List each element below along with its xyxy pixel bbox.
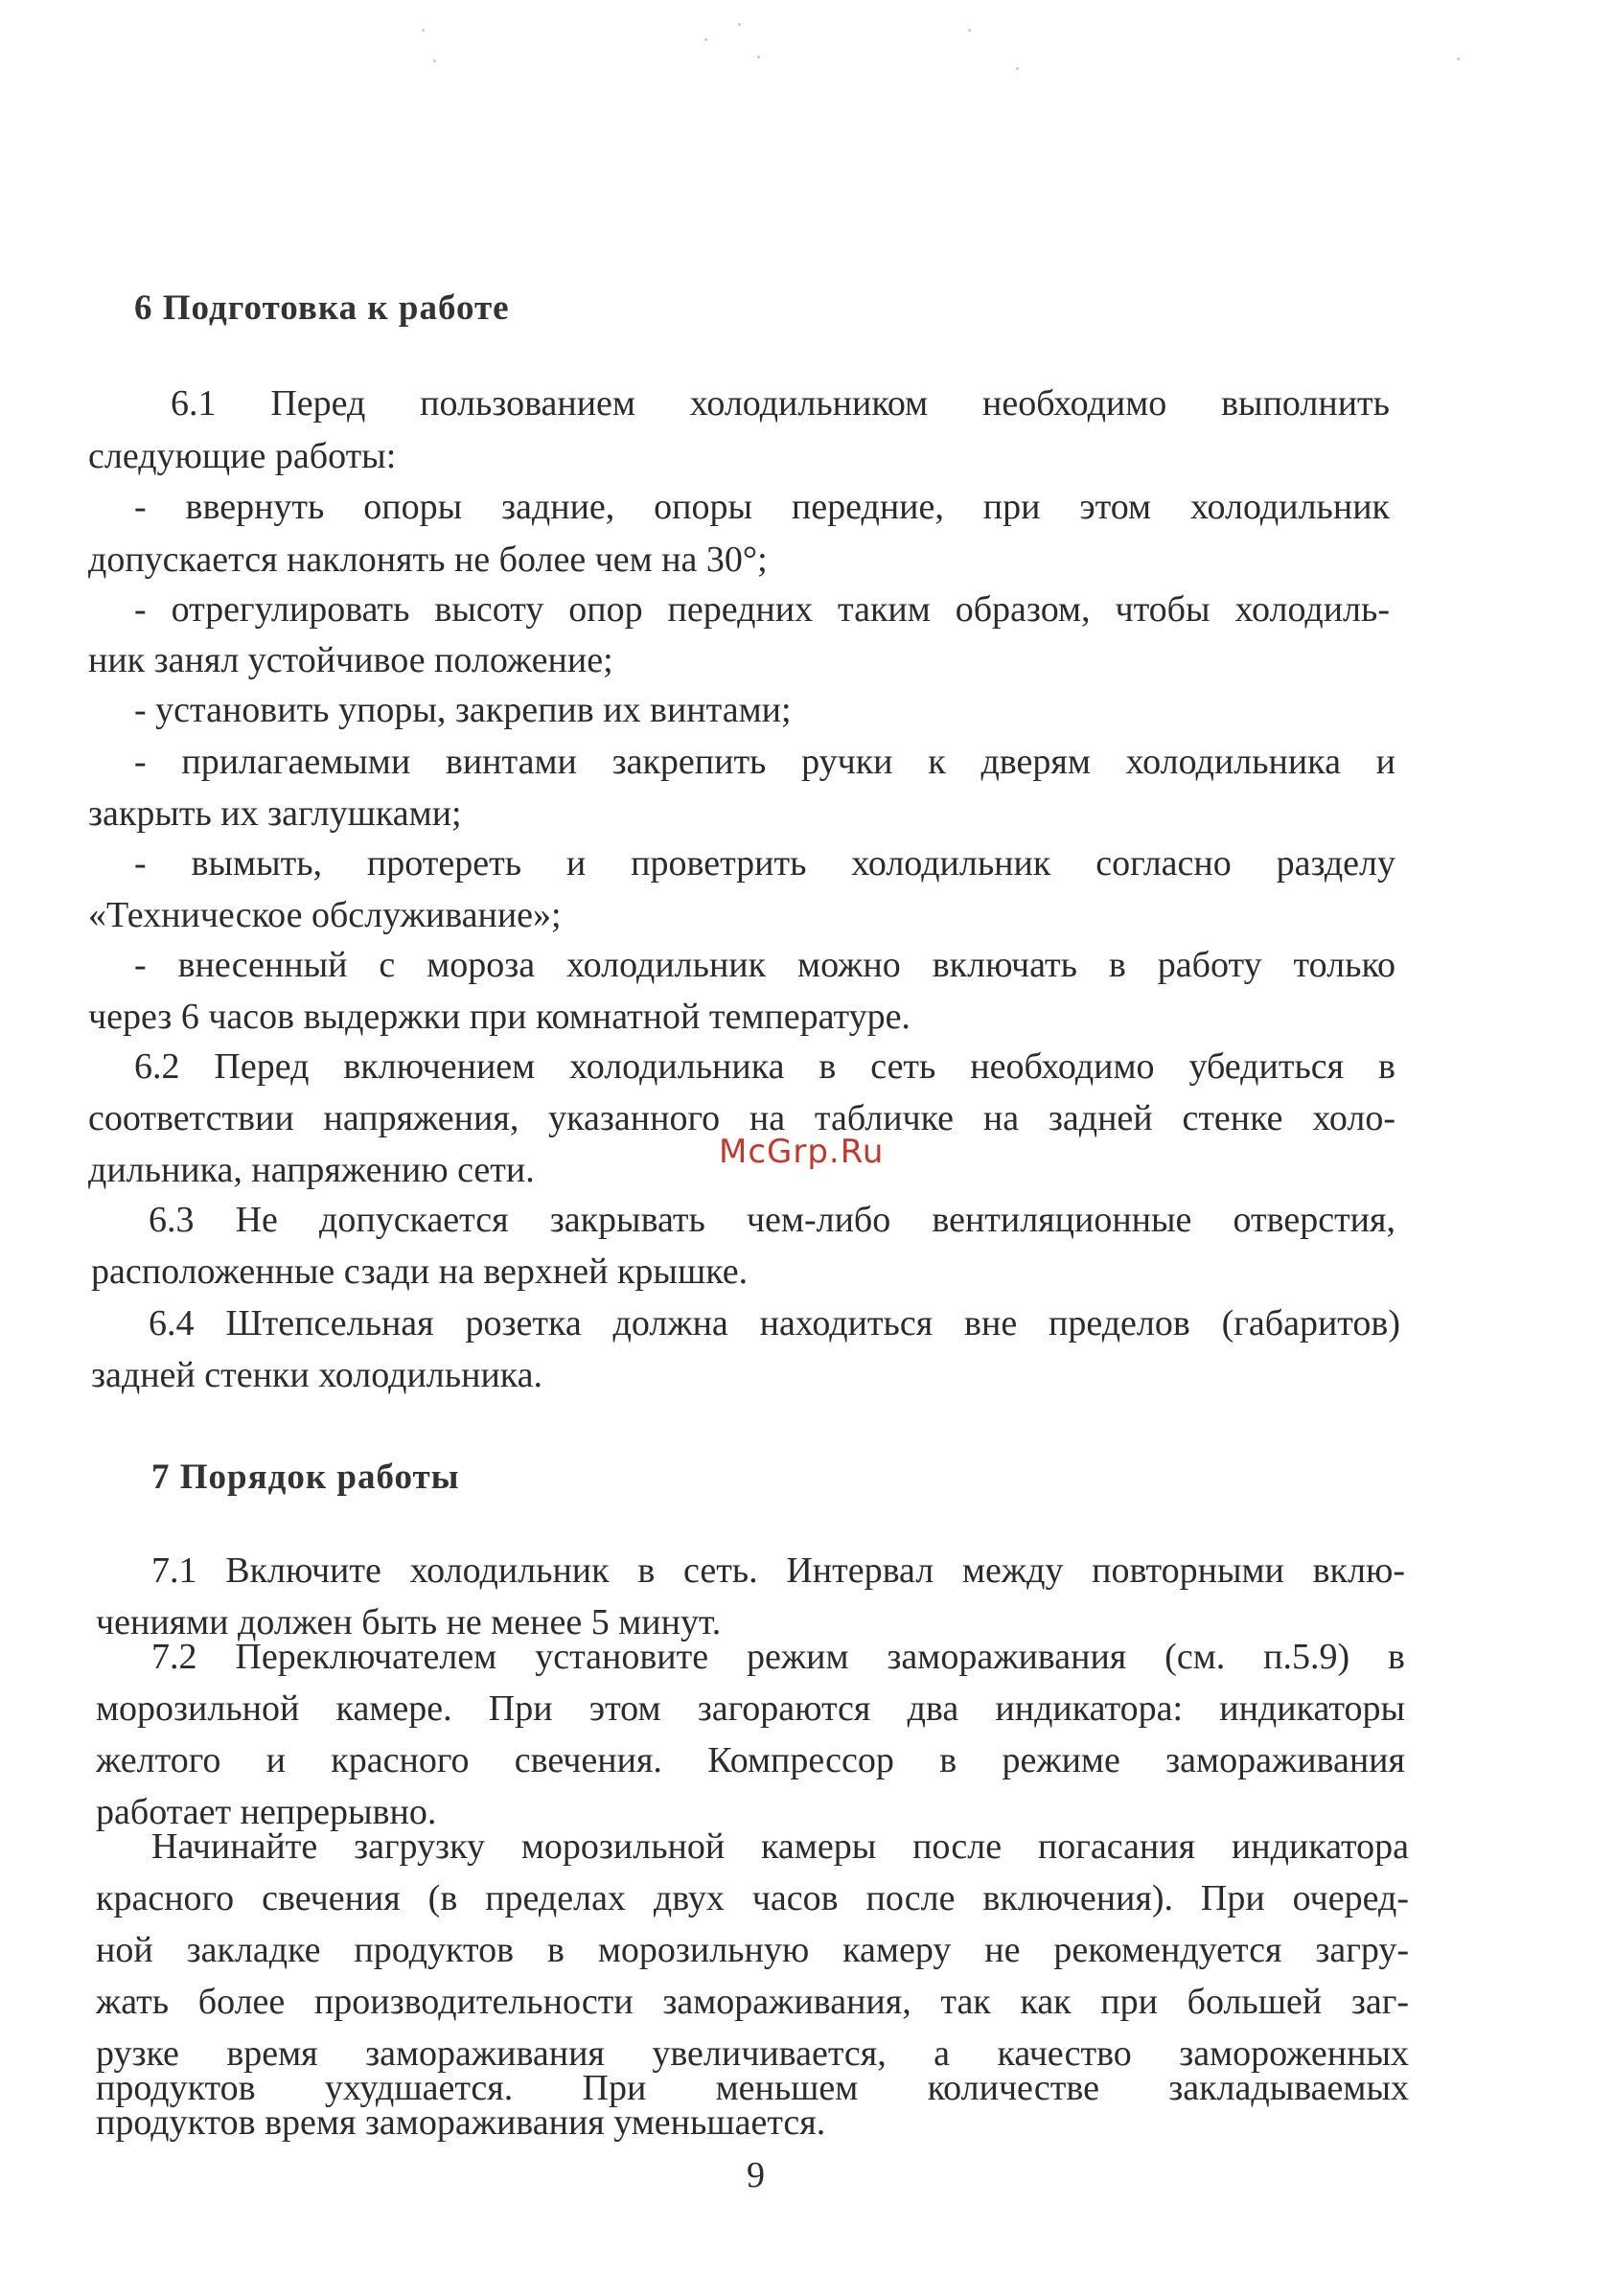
section-6-line-1: 6.1 Перед пользованием холодильником необходимо выполнить <box>171 385 1390 424</box>
section-6-line-16: дильника, напряжению сети. <box>88 1150 535 1190</box>
section-7-heading: 7 Порядок работы <box>151 1458 460 1497</box>
section-6-line-12: - внесенный с мороза холодильник можно включать в работу только <box>134 947 1395 985</box>
scan-speckle <box>433 59 436 62</box>
section-6-line-8: - прилагаемыми винтами закрепить ручки к дверям холодильника и <box>134 744 1395 782</box>
section-7-line-12: продуктов ухудшается. При меньшем количестве закладываемых <box>96 2070 1409 2108</box>
section-7-line-3: 7.2 Переключателем установите режим замораживания (см. п.5.9) в <box>151 1639 1405 1677</box>
section-6-line-19: 6.4 Штепсельная розетка должна находиться вне пределов (габаритов) <box>149 1305 1400 1343</box>
section-7-line-9: ной закладке продуктов в морозильную камеру не рекомендуется загру- <box>96 1932 1409 1970</box>
scan-speckle <box>422 29 425 32</box>
section-6-line-17: 6.3 Не допускается закрывать чем-либо вентиляционные отверстия, <box>149 1202 1395 1240</box>
section-7-line-10: жать более производительности замораживания, так как при большей заг- <box>96 1984 1409 2022</box>
scan-speckle <box>1457 57 1460 60</box>
section-6-line-9: закрыть их заглушками; <box>88 793 462 834</box>
section-6-line-20: задней стенки холодильника. <box>91 1355 543 1395</box>
scan-speckle <box>968 29 971 32</box>
section-6-line-18: расположенные сзади на верхней крышке. <box>91 1251 749 1292</box>
section-7-line-11: рузке время замораживания увеличивается, а качество замороженных <box>96 2035 1409 2074</box>
scan-speckle <box>704 38 707 41</box>
section-6-line-10: - вымыть, протереть и проветрить холодильник согласно разделу <box>134 845 1395 884</box>
watermark-label: McGrp.Ru <box>719 1133 885 1171</box>
section-7-line-1: 7.1 Включите холодильник в сеть. Интервал между повторными вклю- <box>151 1552 1405 1591</box>
section-7-line-6: работает непрерывно. <box>96 1792 437 1832</box>
section-7-line-2: чениями должен быть не менее 5 минут. <box>96 1602 722 1642</box>
section-6-line-13: через 6 часов выдержки при комнатной температуре. <box>88 997 911 1037</box>
section-7-line-7: Начинайте загрузку морозильной камеры после погасания индикатора <box>151 1828 1409 1867</box>
section-6-line-11: «Техническое обслуживание»; <box>88 895 562 935</box>
section-7-line-4: морозильной камере. При этом загораются два индикатора: индикаторы <box>96 1690 1405 1729</box>
section-7-line-5: желтого и красного свечения. Компрессор в режиме замораживания <box>96 1742 1405 1780</box>
section-6-line-5: - отрегулировать высоту опор передних таким образом, чтобы холодиль- <box>134 591 1390 630</box>
section-6-heading: 6 Подготовка к работе <box>134 288 510 328</box>
scan-speckle <box>1016 67 1019 70</box>
scan-speckle <box>757 56 760 58</box>
section-6-line-6: ник занял устойчивое положение; <box>88 640 613 680</box>
page-number: 9 <box>747 2155 765 2195</box>
scan-speckle <box>738 23 741 26</box>
section-6-line-4: допускается наклонять не более чем на 30°; <box>88 540 768 580</box>
section-6-line-3: - ввернуть опоры задние, опоры передние, при этом холодильник <box>134 489 1390 527</box>
section-7-line-13: продуктов время замораживания уменьшается. <box>96 2102 826 2143</box>
section-6-line-14: 6.2 Перед включением холодильника в сеть необходимо убедиться в <box>134 1048 1395 1087</box>
section-6-line-7: - установить упоры, закрепив их винтами; <box>134 690 792 730</box>
section-7-line-8: красного свечения (в пределах двух часов после включения). При очеред- <box>96 1880 1409 1918</box>
section-6-line-15: соответствии напряжения, указанного на табличке на задней стенке холо- <box>88 1100 1395 1138</box>
section-6-line-2: следующие работы: <box>88 436 397 476</box>
